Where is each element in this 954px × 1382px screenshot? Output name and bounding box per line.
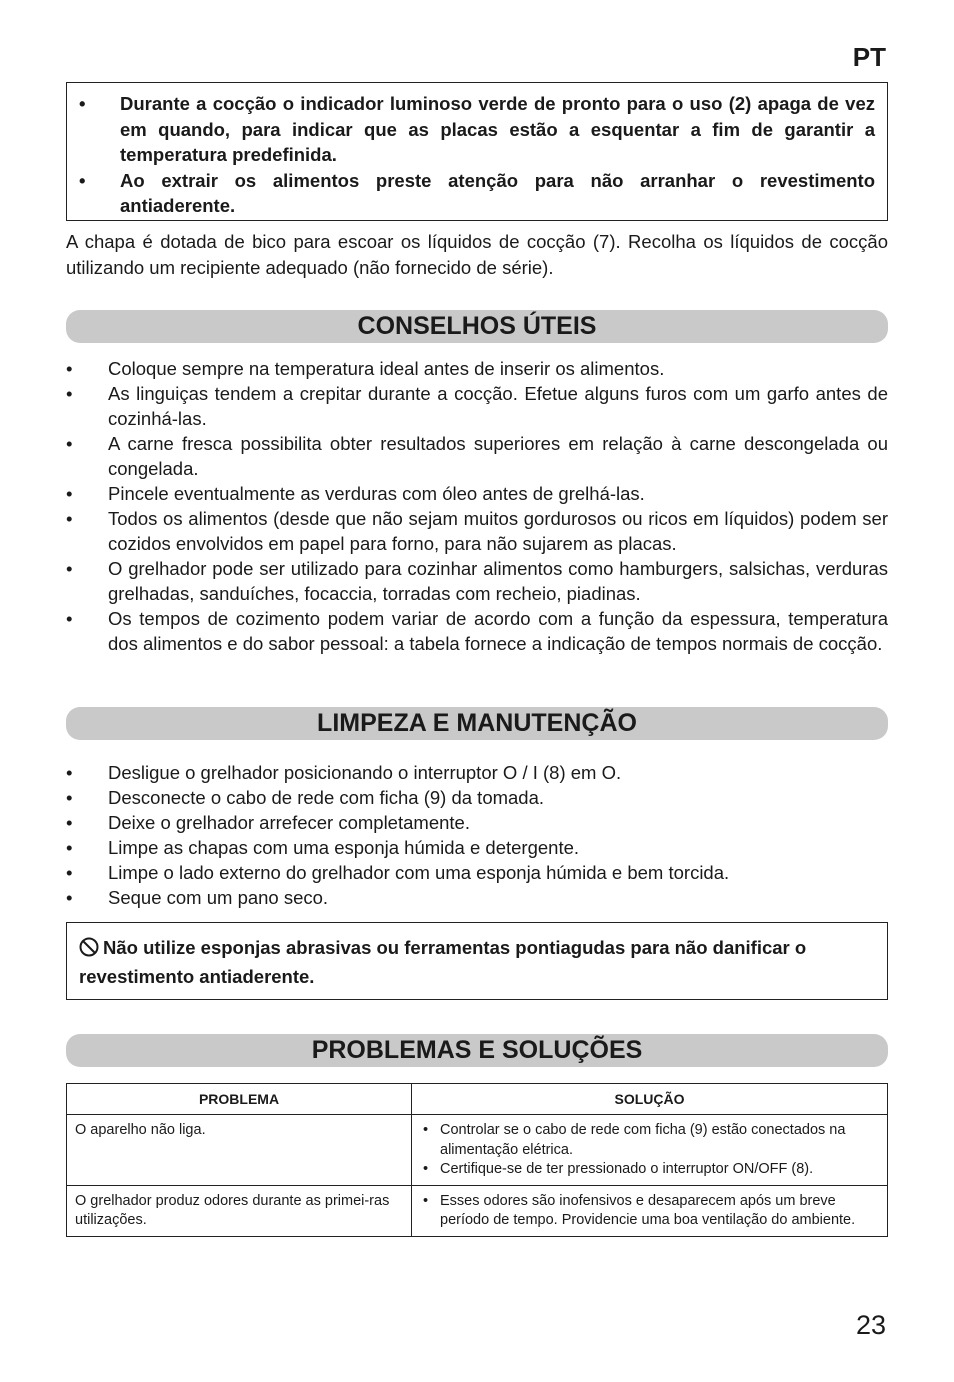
language-code: PT: [852, 42, 886, 72]
solution-item: • Esses odores são inofensivos e desaparecem após um breve período de tempo. Providencie uma boa ventilação do ambiente.: [423, 1192, 856, 1228]
solution-cell: [412, 1115, 888, 1186]
bullet: •: [79, 169, 86, 191]
tips-list: [66, 356, 888, 656]
table-row: [67, 1115, 888, 1186]
list-item: • O grelhador pode ser utilizado para cozinhar alimentos como hamburgers, salsichas, verduras grelhadas, sanduíches, focaccia, torradas com recheio, piadinas.: [66, 558, 888, 604]
list-item: • Desconecte o cabo de rede com ficha (9) da tomada.: [66, 787, 545, 808]
caution-box: [66, 922, 888, 1000]
cleaning-list: [66, 760, 888, 910]
list-item: • As linguiças tendem a crepitar durante a cocção. Efetue alguns furos com um garfo antes de cozinhá-las.: [66, 383, 888, 429]
problems-table: [66, 1083, 888, 1237]
section-title-tips: CONSELHOS ÚTEIS: [66, 310, 888, 343]
warning-list: [79, 91, 875, 219]
section-title-problems: PROBLEMAS E SOLUÇÕES: [66, 1034, 888, 1067]
table-row: [67, 1185, 888, 1236]
list-item: • Deixe o grelhador arrefecer completamente.: [66, 812, 470, 833]
warning-box: [66, 82, 888, 221]
solution-item: • Controlar se o cabo de rede com ficha (9) estão conectados na alimentação elétrica.: [423, 1122, 846, 1158]
page-number: 23: [855, 1310, 886, 1340]
problem-cell: O grelhador produz odores durante as primei-ras utilizações.: [67, 1185, 412, 1236]
intro-paragraph: A chapa é dotada de bico para escoar os líquidos de cocção (7). Recolha os líquidos de cocção utilizando um recipiente adequado (não fornecido de série).: [66, 231, 888, 278]
solution-cell: [412, 1185, 888, 1236]
caution-text: Não utilize esponjas abrasivas ou ferramentas pontiagudas para não danificar o revestimento antiaderente.: [79, 937, 807, 987]
list-item: • A carne fresca possibilita obter resultados superiores em relação à carne descongelada ou congelada.: [66, 433, 888, 479]
list-item: • Os tempos de cozimento podem variar de acordo com a função da espessura, temperatura dos alimentos e do sabor pessoal: a tabela fornece a indicação de tempos normais de cocção.: [66, 608, 888, 654]
list-item: • Limpe as chapas com uma esponja húmida e detergente.: [66, 837, 580, 858]
list-item: • Limpe o lado externo do grelhador com uma esponja húmida e bem torcida.: [66, 862, 730, 883]
prohibited-icon: [79, 937, 99, 964]
list-item: • Todos os alimentos (desde que não sejam muitos gordurosos ou ricos em líquidos) podem ser cozidos envolvidos em papel para forno, para não sujarem as placas.: [66, 508, 888, 554]
solution-item: • Certifique-se de ter pressionado o interruptor ON/OFF (8).: [423, 1161, 814, 1177]
header-solution: SOLUÇÃO: [412, 1084, 888, 1115]
list-item: • Coloque sempre na temperatura ideal antes de inserir os alimentos.: [66, 358, 665, 379]
problem-cell: O aparelho não liga.: [67, 1115, 412, 1186]
table-header-row: [67, 1084, 888, 1115]
list-item: • Seque com um pano seco.: [66, 887, 329, 908]
list-item: • Pincele eventualmente as verduras com óleo antes de grelhá-las.: [66, 483, 645, 504]
section-title-cleaning: LIMPEZA E MANUTENÇÃO: [66, 707, 888, 740]
header-problem: PROBLEMA: [67, 1084, 412, 1115]
bullet: •: [79, 93, 86, 114]
warning-item: • Ao extrair os alimentos preste atenção para não arranhar o revestimento antiaderente.: [79, 169, 875, 216]
warning-item: • Durante a cocção o indicador luminoso verde de pronto para o uso (2) apaga de vez em quando, para indicar que as placas estão a esquentar a fim de garantir a temperatura predefinida.: [79, 93, 875, 165]
list-item: • Desligue o grelhador posicionando o interruptor O / I (8) em O.: [66, 762, 622, 783]
